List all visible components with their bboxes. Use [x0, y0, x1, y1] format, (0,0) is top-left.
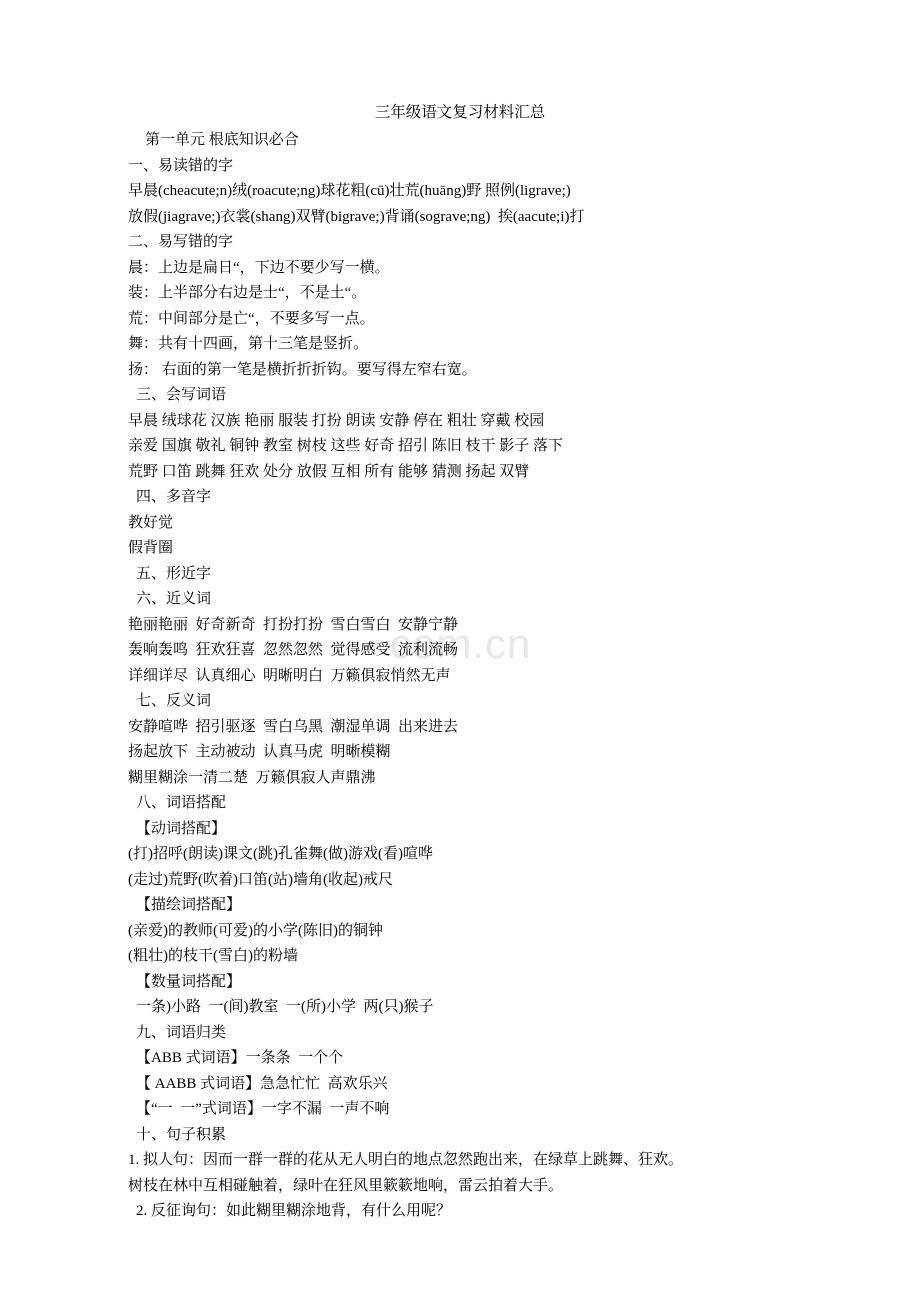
document-line: 五、形近字 — [136, 565, 212, 582]
document-line: 七、反义词 — [136, 693, 212, 709]
document-line: 【“一 一”式词语】一字不漏 一声不响 — [136, 1101, 390, 1117]
document-line: 舞：共有十四画，第十三笔是竖折。 — [128, 336, 369, 352]
document-content — [128, 100, 792, 1225]
document-line: 亲爱 国旗 敬礼 铜钟 教室 树枝 这些 好奇 招引 陈旧 枝干 影子 落下 — [128, 438, 564, 454]
document-line: 【动词搭配】 — [136, 820, 227, 837]
document-line: 九、词语归类 — [136, 1024, 227, 1041]
document-line: 荒：中间部分是亡“，不要多写一点。 — [128, 310, 375, 327]
page-title: 三年级语文复习材料汇总 — [374, 104, 546, 121]
document-line: 假背圈 — [128, 540, 174, 556]
document-line: 装：上半部分右边是士“，不是土“。 — [128, 285, 367, 301]
document-line: 三、会写词语 — [136, 387, 227, 403]
document-line: 1. 拟人句：因而一群一群的花从无人明白的地点忽然跑出来，在绿草上跳舞、狂欢。 — [128, 1152, 684, 1168]
document-line: 教好觉 — [128, 514, 174, 531]
document-line: 四、多音字 — [136, 489, 212, 505]
document-line: (粗壮)的枝干(雪白)的粉墙 — [128, 948, 298, 964]
document-line: 早晨(cheacute;n)绒(roacute;ng)球花粗(cū)壮荒(huāng)野 照例(ligrave;) — [128, 183, 571, 199]
document-line: 【数量词搭配】 — [136, 973, 242, 990]
document-line: 放假(jiagrave;)衣裳(shang)双臂(bigrave;)背诵(sograve;ng) 挨(aacute;i)打 — [128, 208, 585, 225]
document-line: 扬： 右面的第一笔是横折折折钩。要写得左窄右宽。 — [128, 361, 477, 378]
document-line: (打)招呼(朗读)课文(跳)孔雀舞(做)游戏(看)喧哗 — [128, 846, 433, 862]
document-line: 【 AABB 式词语】急急忙忙 高欢乐兴 — [136, 1075, 388, 1092]
watermark-text: com.cn — [390, 620, 532, 667]
document-line: 八、词语搭配 — [136, 795, 227, 811]
document-line: 安静喧哗 招引驱逐 雪白乌黑 潮湿单调 出来进去 — [128, 718, 459, 735]
document-line: 一条)小路 一(间)教室 一(所)小学 两(只)猴子 — [136, 999, 434, 1015]
document-line: 二、易写错的字 — [128, 234, 234, 250]
document-line: 艳丽艳丽 好奇新奇 打扮打扮 雪白雪白 安静宁静 — [128, 616, 459, 633]
document-line: 详细详尽 认真细心 明晰明白 万籁俱寂悄然无声 — [128, 667, 451, 684]
document-line: 扬起放下 主动被动 认真马虎 明晰模糊 — [128, 744, 391, 760]
document-line: 2. 反征询句：如此糊里糊涂地背，有什么用呢？ — [136, 1203, 452, 1219]
document-line: 轰响轰鸣 狂欢狂喜 忽然忽然 觉得感受 流利流畅 — [128, 642, 459, 658]
document-line: 六、近义词 — [136, 591, 212, 607]
document-line: 【描绘词搭配】 — [136, 897, 242, 913]
document-line: 十、句子积累 — [136, 1126, 227, 1143]
document-line: 一、易读错的字 — [128, 157, 234, 174]
document-line: (亲爱)的教师(可爱)的小学(陈旧)的铜钟 — [128, 922, 383, 939]
document-line: 早晨 绒球花 汉族 艳丽 服装 打扮 朗读 安静 停在 粗壮 穿戴 校园 — [128, 412, 545, 429]
document-body — [128, 128, 792, 1225]
document-line: 第一单元 根底知识必合 — [145, 132, 299, 148]
document-line: 树枝在林中互相碰触着，绿叶在狂风里簌簌地响，雷云拍着大手。 — [128, 1177, 564, 1194]
document-line: (走过)荒野(吹着)口笛(站)墙角(收起)戒尺 — [128, 871, 393, 888]
document-line: 糊里糊涂一清二楚 万籁俱寂人声鼎沸 — [128, 769, 376, 786]
document-line: 晨：上边是扁日“，下边不要少写一横。 — [128, 259, 390, 276]
document-line: 荒野 口笛 跳舞 狂欢 处分 放假 互相 所有 能够 猜测 扬起 双臂 — [128, 463, 530, 480]
document-line: 【ABB 式词语】一条条 一个个 — [136, 1050, 344, 1066]
